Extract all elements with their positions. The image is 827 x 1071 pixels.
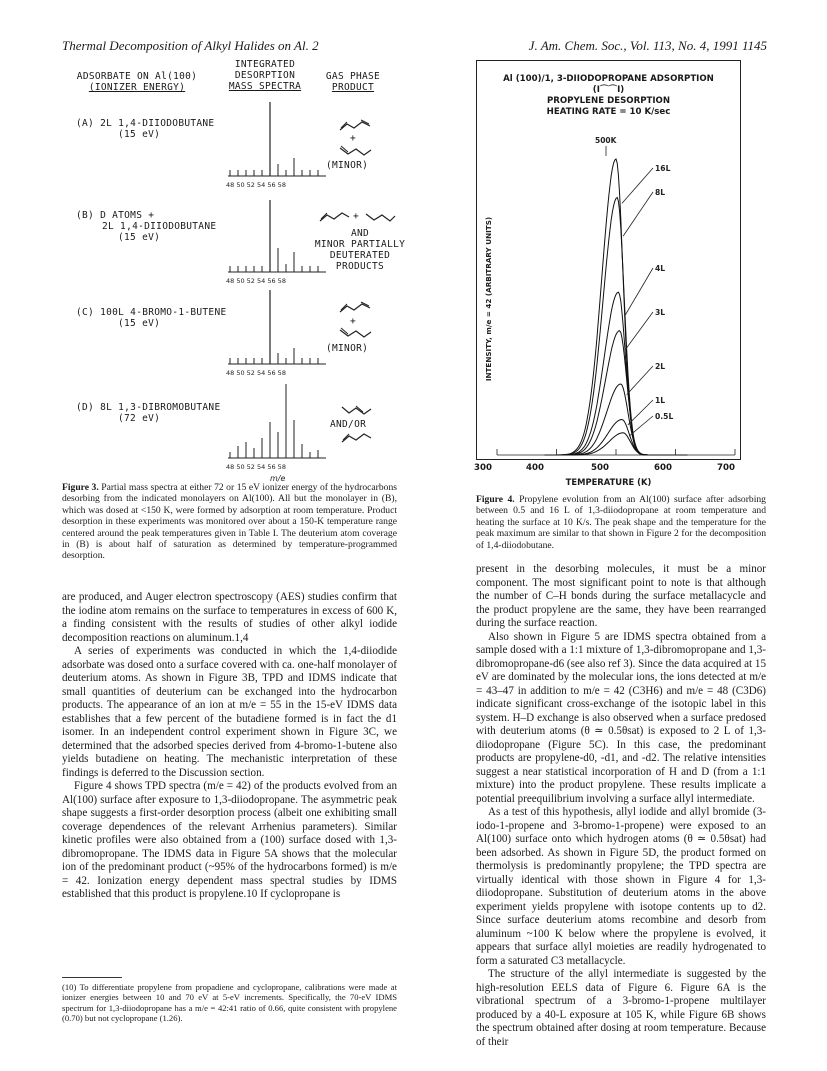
fig3-spectrum-d [222, 382, 332, 492]
right-paragraph-2: Also shown in Figure 5 are IDMS spectra obtained from a sample dosed with a 1:1 mixture of 1,3-dibromopropane and 1,3-dibromopropane-d6 (see also ref 3). Since the data acquired at 15 eV are dominated by the molecular ions, the ions detected at m/e = 43–47 in addition to m/e = 42 (C3H6) and m/e = 48 (C3D6) indicate significant cross-exchange of the isotopic label in this system. H–D exchange is also observed when a surface predosed with deuterium atoms (θ ≃ 0.5θsat) is exposed to 2 L of 1,3-diiodopropane (Figure 5C). In this case, the predominant products are propylene-d0, -d1, and -d2. The relative intensities suggest a near statistical incorporation of H and D (from a 1:1 mixture) into the product propylene. These results implicate a potential preequilibrium involving a surface allyl intermediate. [476, 630, 766, 805]
fig4-title-line4: HEATING RATE = 10 K/sec [546, 107, 671, 117]
fig4-tick-300: 300 [474, 463, 492, 473]
fig3-b-product-text [310, 228, 410, 272]
fig4-leader-1L [628, 400, 653, 425]
fig4-xlabel: TEMPERATURE (K) [565, 477, 652, 487]
butene-icon [338, 144, 372, 158]
running-header-right: J. Am. Chem. Soc., Vol. 113, No. 4, 1991 1145 [528, 38, 767, 53]
fig4-curve-3L [545, 331, 688, 455]
left-paragraph-3: Figure 4 shows TPD spectra (m/e = 42) of the products evolved from an Al(100) surface after exposure to 1,3-diiodopropane. The asymmetric peak shape suggests a first-order desorption process (albeit one exhibiting small coverage dependences of the relevant Arrhenius parameters). Similar kinetic profiles were also obtained from a (100) surface dosed with 1,3-dibromopropane. The IDMS data in Figure 5A shows that the molecular ion of the predominant product (~95% of the hydrocarbons formed) is m/e = 42. Ionization energy dependent mass spectral studies by IDMS established that this product is propylene.10 If cyclopropane is [62, 780, 397, 900]
fig4-title-line3: PROPYLENE DESORPTION [546, 96, 671, 106]
running-header-left: Thermal Decomposition of Alkyl Halides on Al. 2 [62, 38, 319, 53]
fig3-d-andor: AND/OR [330, 419, 367, 430]
fig3-b-line2: 2L 1,4-DIIODOBUTANE [102, 221, 217, 232]
fig4-caption-label: Figure 4. [476, 494, 515, 505]
fig4-caption [476, 494, 766, 551]
fig4-tick-500: 500 [591, 463, 609, 473]
butene-icon [364, 210, 396, 224]
fig3-caption [62, 482, 397, 562]
left-column-text [62, 591, 397, 902]
fig3-col1-line2: (IONIZER ENERGY) [88, 82, 186, 93]
fig3-xlabel: m/e [270, 474, 286, 483]
fig3-spectrum-c [222, 288, 332, 378]
fig3-b-prod3: PRODUCTS [335, 261, 385, 272]
fig4-tick-400: 400 [526, 463, 544, 473]
butene-icon [340, 431, 372, 445]
fig3-col2-line3: MASS SPECTRA [228, 81, 302, 92]
fig4-label-3L: 3L [655, 308, 666, 317]
fig3-b-line1: (B) D ATOMS + [76, 210, 155, 221]
figure-4 [476, 60, 741, 460]
left-paragraph-2: A series of experiments was conducted in which the 1,4-diiodide adsorbate was dosed onto a surface covered with ca. one-half monolayer of deuterium atoms. As shown in Figure 3B, TPD and IDMS indicate that small quantities of deuterium can be exchanged into the hydrocarbon products. The appearance of an ion at m/e = 55 in the 15-eV IDMS data establishes that a few percent of the butadiene formed is in fact the d1 isomer. In an independent control experiment shown in Figure 3C, we determined that the adsorbed species derived from 4-bromo-1-butene also yields butadiene on heating. The mechanistic interpretation of these findings is deferred to the Discussion section. [62, 645, 397, 779]
fig3-c-ticklabels: 48 50 52 54 56 58 [226, 369, 286, 377]
butadiene-icon [340, 403, 372, 417]
right-paragraph-1: present in the desorbing molecules, it must be a minor component. The most significant point to note is that although the number of C–H bonds during the surface metallacycle and the product propylene are the same, they have been rearranged during the surface reaction. [476, 563, 766, 629]
fig4-caption-text: Propylene evolution from an Al(100) surface after adsorbing between 0.5 and 16 L of 1,3-diiodopropane at room temperature and heating the surface at 10 K/s. The peak shape and the temperature for the peak maximum are similar to that shown in Figure 2 for the decomposition of 1,4-diiodobutane. [476, 494, 766, 551]
fig3-a-ticklabels: 48 50 52 54 56 58 [226, 181, 286, 189]
fig3-col3-line1: GAS PHASE [325, 71, 381, 82]
fig3-b-prod1: MINOR PARTIALLY [314, 239, 406, 250]
fig4-leader-0.5L [629, 416, 653, 436]
fig3-panel-c-label [76, 307, 227, 329]
fig4-leader-2L [627, 366, 653, 395]
fig3-col3-line2: PRODUCT [331, 82, 375, 93]
fig4-curve-4L [545, 292, 688, 455]
fig3-panel-d-label [76, 402, 220, 424]
fig4-leader-8L [623, 192, 653, 236]
fig3-panel-a-label [76, 118, 214, 140]
fig3-a-plus: + [350, 133, 357, 144]
fig4-tick-600: 600 [654, 463, 672, 473]
fig4-tick-700: 700 [717, 463, 735, 473]
fig3-b-prod2: DEUTERATED [329, 250, 391, 261]
fig3-d-line2: (72 eV) [118, 413, 161, 424]
fig3-c-line1: (C) 100L 4-BROMO-1-BUTENE [76, 307, 227, 318]
fig3-a-minor: (MINOR) [326, 160, 369, 171]
fig4-curve-16L [545, 159, 688, 455]
fig4-label-2L: 2L [655, 362, 666, 371]
fig3-a-line2: (15 eV) [118, 129, 161, 140]
butadiene-icon [318, 210, 350, 224]
fig3-panel-b-label [76, 210, 216, 243]
footnote-10: (10) To differentiate propylene from propadiene and cyclopropane, calibrations were made at ionizer energies between 10 and 70 eV at 5-eV increments. Specifically, the 70-eV IDMS spectrum for 1,3-diiodopropane has a m/e = 42:41 ratio of 0.66, quite consistent with propylene (0.70) but not cyclopropane (1.26). [62, 982, 397, 1023]
fig3-caption-label: Figure 3. [62, 482, 99, 493]
fig3-col1-line1: ADSORBATE ON Al(100) [76, 71, 198, 82]
right-column-text [476, 563, 766, 1049]
fig4-label-4L: 4L [655, 264, 666, 273]
fig3-c-minor: (MINOR) [326, 343, 369, 354]
fig4-label-8L: 8L [655, 188, 666, 197]
fig4-ylabel: INTENSITY, m/e = 42 (ARBITRARY UNITS) [484, 216, 493, 382]
fig4-label-1L: 1L [655, 396, 666, 405]
fig3-col1-header [62, 71, 212, 93]
fig3-d-line1: (D) 8L 1,3-DIBROMOBUTANE [76, 402, 221, 413]
right-paragraph-4: The structure of the allyl intermediate is suggested by the high-resolution EELS data of Figure 6. Figure 6A is the vibrational spectrum of a 3-bromo-1-propene multilayer produced by a 40-L exposure at 105 K, while Figure 6B shows the spectrum obtained after dosing at room temperature. Because of their [476, 968, 766, 1048]
fig3-b-ticklabels: 48 50 52 54 56 58 [226, 277, 286, 285]
fig4-title-block [477, 74, 740, 118]
fig4-curves [545, 159, 688, 455]
fig4-leader-16L [622, 168, 653, 203]
fig3-d-ticklabels: 48 50 52 54 56 58 [226, 463, 286, 471]
fig3-b-line3: (15 eV) [118, 232, 161, 243]
fig3-col3-header [318, 71, 388, 93]
fig4-title-line1: Al (100)/1, 3-DIIODOPROPANE ADSORPTION [503, 74, 714, 84]
right-paragraph-3: As a test of this hypothesis, allyl iodide and allyl bromide (3-iodo-1-propene and 3-bromo-1-propene) were exposed to an Al(100) surface onto which hydrogen atoms (θ ≃ 0.5θsat) had been adsorbed. As shown in Figure 5D, the product formed on thermolysis is predominantly propylene; the TPD spectra are virtually identical with those shown in Figure 4 for 1,3-diiodopropane. Substitution of deuterium atoms in the above experiment yields propylene with isotope contents up to d2. Since surface deuterium atoms recombine and desorb from aluminum ~100 K below where the propylene is evolved, it appears that surface allyl moieties are readily hydrogenated to form a saturated C3 metallacycle. [476, 806, 766, 967]
fig4-leader-3L [626, 312, 653, 349]
fig3-col2-line2: DESORPTION [234, 70, 296, 81]
left-paragraph-1: are produced, and Auger electron spectroscopy (AES) studies confirm that the iodine atom remains on the surface to temperatures in excess of 600 K, a finding consistent with the results of studies of other alkyl iodide decomposition reactions on aluminum.1,4 [62, 591, 397, 644]
fig4-plot [477, 119, 740, 459]
fig3-spectrum-a [222, 100, 332, 190]
butene-icon [338, 326, 372, 340]
fig4-label-16L: 16L [655, 164, 671, 173]
fig3-c-plus: + [350, 316, 357, 327]
butadiene-icon [338, 300, 372, 316]
fig4-title-line2: (I⌒⌒I) [592, 85, 625, 95]
fig3-b-plus: + [353, 211, 360, 222]
fig3-a-line1: (A) 2L 1,4-DIIODOBUTANE [76, 118, 215, 129]
fig3-caption-text: Partial mass spectra at either 72 or 15 eV ionizer energy of the hydrocarbons desorbing from the indicated monolayers on Al(100). All but the monolayer in (B), which was dosed at <150 K, were formed by adsorption at room temperature. Product desorption in these experiments was monitored over about a 150-K temperature range centered around the peak temperatures given in Table I. The deuterium atom coverage in (B) is about half of saturation as determined by temperature-programmed desorption. [62, 482, 397, 562]
fig4-x-ticks [497, 449, 735, 455]
footnote-rule [62, 977, 122, 978]
fig3-c-line2: (15 eV) [118, 318, 161, 329]
butadiene-icon [338, 118, 372, 134]
fig4-label-0.5L: 0.5L [655, 412, 674, 421]
fig4-leader-4L [624, 268, 653, 317]
fig3-b-and: AND [350, 228, 370, 239]
fig4-peak-label: 500K [595, 136, 617, 145]
fig3-col2-header [210, 59, 320, 92]
fig3-col2-line1: INTEGRATED [234, 59, 296, 70]
